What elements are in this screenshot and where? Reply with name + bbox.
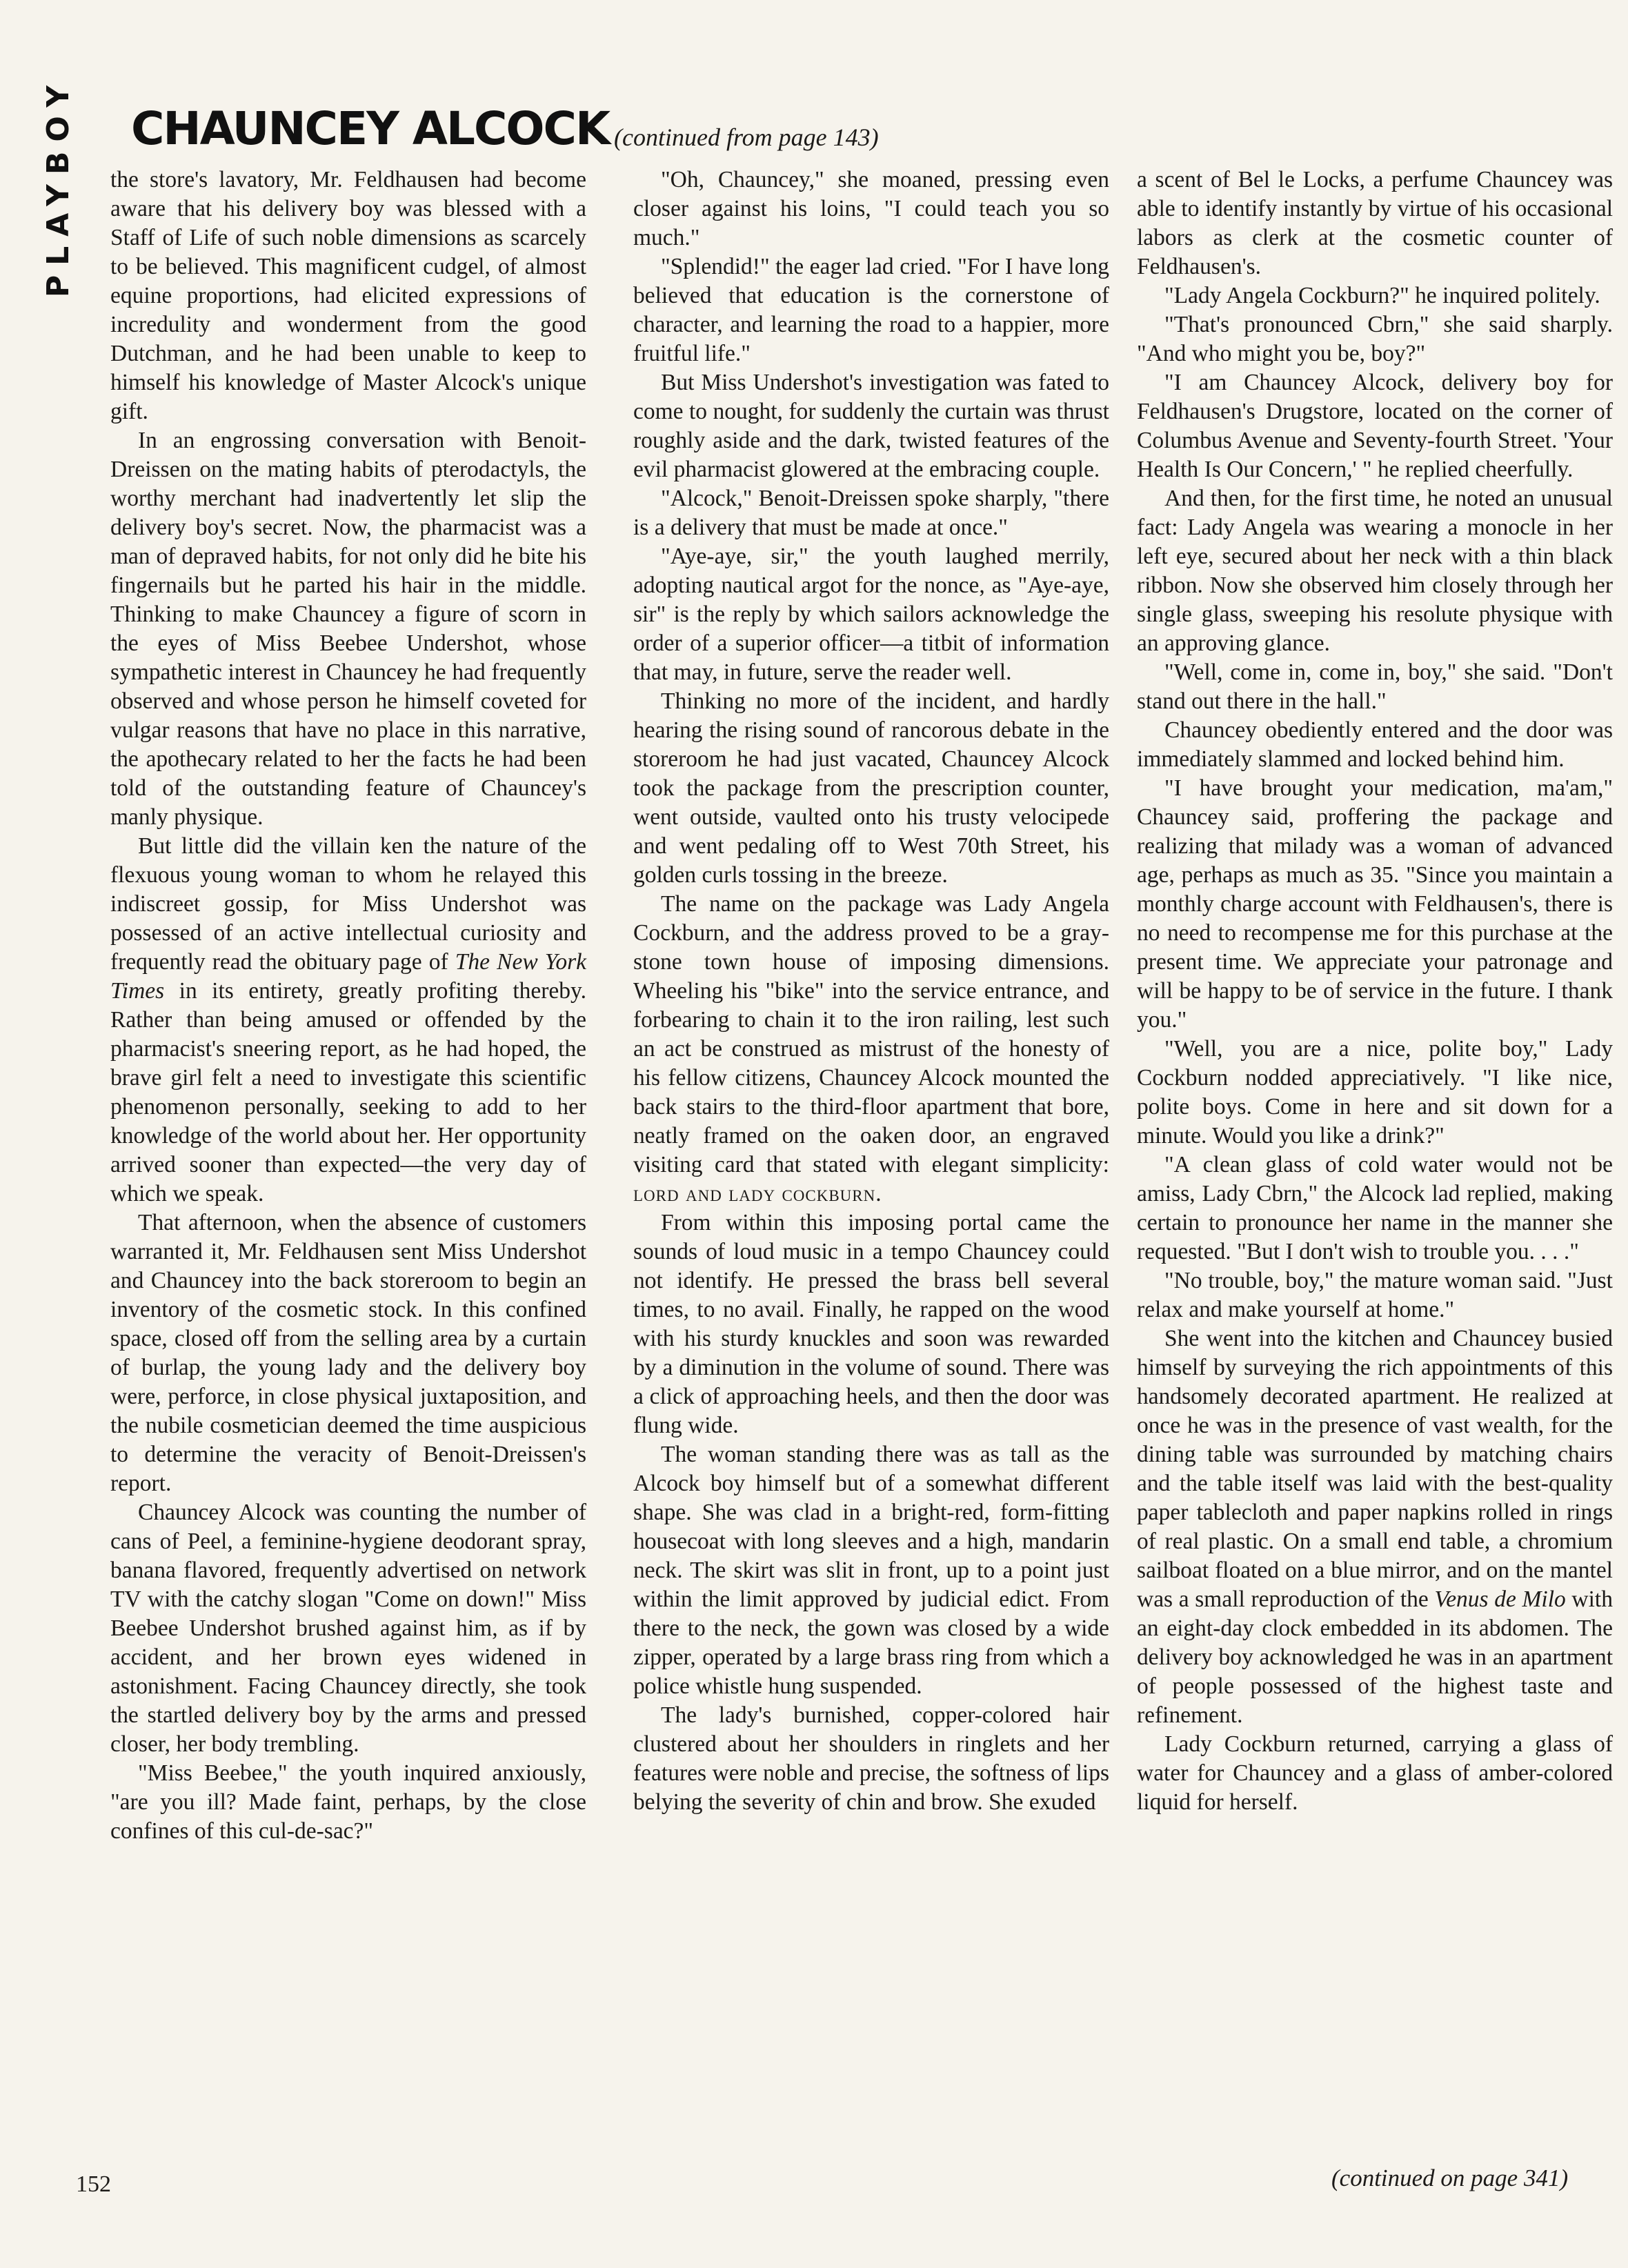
paragraph: "Well, you are a nice, polite boy," Lady Cockburn nodded appreciatively. "I like nice, polite boys. Come in here and sit down for a minute. Would you like a drink?" (1137, 1036, 1613, 1148)
paragraph: the store's lavatory, Mr. Feldhausen had become aware that his delivery boy was blessed with a Staff of Life of such noble dimensions as scarcely to be believed. This magnificent cudgel, of almost equine proportions, had elicited expressions of incredulity and wonderment from the good Dutchman, and he had been unable to keep to himself his knowledge of Master Alcock's unique gift. (110, 167, 586, 424)
paragraph: "Aye-aye, sir," the youth laughed merrily, adopting nautical argot for the nonce, as "Aye-aye, sir" is the reply by which sailors acknowledge the order of a superior officer—a titbit of information that may, in future, serve the reader well. (633, 544, 1109, 685)
visiting-card-text: lord and lady cockburn. (633, 1181, 882, 1206)
paragraph: "I have brought your medication, ma'am," Chauncey said, proffering the package and realizing that milady was a woman of advanced age, perhaps as much as 35. "Since you maintain a monthly charge account with Feldhausen's, there is no need to recompense me for this purchase at the present time. We appreciate your patronage and will be happy to be of service in the future. I thank you." (1137, 775, 1613, 1033)
paragraph: Lady Cockburn returned, carrying a glass of water for Chauncey and a glass of amber-colored liquid for herself. (1137, 1731, 1613, 1815)
article-title: CHAUNCEY ALCOCK (131, 102, 610, 155)
paragraph: That afternoon, when the absence of customers warranted it, Mr. Feldhausen sent Miss Undershot and Chauncey into the back storeroom to begin an inventory of the cosmetic stock. In this confined space, closed off from the selling area by a curtain of burlap, the young lady and the delivery boy were, perforce, in close physical juxtaposition, and the nubile cosmetician deemed the time auspicious to determine the veracity of Benoit-Dreissen's report. (110, 1210, 586, 1496)
paragraph: "A clean glass of cold water would not be amiss, Lady Cbrn," the Alcock lad replied, making certain to pronounce her name in the manner she requested. "But I don't wish to trouble you. . . ." (1137, 1152, 1613, 1264)
page-number: 152 (76, 2171, 111, 2197)
column-1 (110, 166, 586, 1846)
magazine-masthead: PLAYBOY (41, 75, 77, 297)
paragraph: Thinking no more of the incident, and hardly hearing the rising sound of rancorous debate in the storeroom he had just vacated, Chauncey Alcock took the package from the prescription counter, went outside, vaulted onto his trusty velocipede and went pedaling off to West 70th Street, his golden curls tossing in the breeze. (633, 688, 1109, 888)
paragraph: "Splendid!" the eager lad cried. "For I have long believed that education is the cornerstone of character, and learning the road to a happier, more fruitful life." (633, 254, 1109, 366)
paragraph: And then, for the first time, he noted an unusual fact: Lady Angela was wearing a monocle in her left eye, secured about her neck with a thin black ribbon. Now she observed him closely through her single glass, sweeping his resolute physique with an approving glance. (1137, 486, 1613, 656)
paragraph: "Miss Beebee," the youth inquired anxiously, "are you ill? Made faint, perhaps, by the close confines of this cul-de-sac?" (110, 1760, 586, 1844)
paragraph: a scent of Bel le Locks, a perfume Chauncey was able to identify instantly by virtue of his occasional labors as clerk at the cosmetic counter of Feldhausen's. (1137, 167, 1613, 279)
paragraph: Chauncey obediently entered and the door was immediately slammed and locked behind him. (1137, 717, 1613, 772)
paragraph: The woman standing there was as tall as the Alcock boy himself but of a somewhat different shape. She was clad in a bright-red, form-fitting housecoat with long sleeves and a high, mandarin neck. The skirt was slit in front, up to a point just within the limit approved by judicial edict. From there to the neck, the gown was closed by a wide zipper, operated by a large brass ring from which a police whistle hung suspended. (633, 1442, 1109, 1699)
paragraph: The name on the package was Lady Angela Cockburn, and the address proved to be a gray-stone town house of imposing dimensions. Wheeling his "bike" into the service entrance, and forbearing to chain it to the iron railing, lest such an act be construed as mistrust of the honesty of his fellow citizens, Chauncey Alcock mounted the back stairs to the third-floor apartment that bore, neatly framed on the oaken door, an engraved visiting card that stated with elegant simplicity: lord and lady cockburn. (633, 891, 1109, 1206)
paragraph: Chauncey Alcock was counting the number of cans of Peel, a feminine-hygiene deodorant spray, banana flavored, frequently advertised on network TV with the catchy slogan "Come on down!" Miss Beebee Undershot brushed against him, as if by accident, and her brown eyes widened in astonishment. Facing Chauncey directly, she took the startled delivery boy by the arms and pressed closer, her body trembling. (110, 1500, 586, 1757)
paragraph: The lady's burnished, copper-colored hair clustered about her shoulders in ringlets and her features were noble and precise, the softness of lips belying the severity of chin and brow. She exuded (633, 1702, 1109, 1815)
continued-on-note: (continued on page 341) (1331, 2165, 1569, 2191)
continued-from-note: (continued from page 143) (614, 123, 879, 151)
paragraph: But Miss Undershot's investigation was fated to come to nought, for suddenly the curtain was thrust roughly aside and the dark, twisted features of the evil pharmacist glowered at the embracing couple. (633, 370, 1109, 482)
paragraph: But little did the villain ken the nature of the flexuous young woman to whom he relayed this indiscreet gossip, for Miss Undershot was possessed of an active intellectual curiosity and frequently read the obituary page of The New York Times in its entirety, greatly profiting thereby. Rather than being amused or offended by the pharmacist's sneering report, as he had hoped, the brave girl felt a need to investigate this scientific phenomenon personally, seeking to add to her knowledge of the world about her. Her opportunity arrived sooner than expected—the very day of which we speak. (110, 833, 586, 1206)
paragraph: From within this imposing portal came the sounds of loud music in a tempo Chauncey could not identify. He pressed the brass bell several times, to no avail. Finally, he rapped on the wood with his sturdy knuckles and soon was rewarded by a diminution in the volume of sound. There was a click of approaching heels, and then the door was flung wide. (633, 1210, 1109, 1438)
paragraph: "Alcock," Benoit-Dreissen spoke sharply, "there is a delivery that must be made at once." (633, 486, 1109, 540)
paragraph: In an engrossing conversation with Benoit-Dreissen on the mating habits of pterodactyls, the worthy merchant had inadvertently let slip the delivery boy's secret. Now, the pharmacist was a man of depraved habits, for not only did he bite his fingernails but he parted his hair in the middle. Thinking to make Chauncey a figure of scorn in the eyes of Miss Beebee Undershot, whose sympathetic interest in Chauncey he had frequently observed and whose person he himself coveted for vulgar reasons that have no place in this narrative, the apothecary related to her the facts he had been told of the outstanding feature of Chauncey's manly physique. (110, 428, 586, 830)
paragraph: "Well, come in, come in, boy," she said. "Don't stand out there in the hall." (1137, 659, 1613, 714)
paragraph: "I am Chauncey Alcock, delivery boy for Feldhausen's Drugstore, located on the corner of Columbus Avenue and Seventy-fourth Street. 'Your Health Is Our Concern,' " he replied cheerfully. (1137, 370, 1613, 482)
paragraph: "That's pronounced Cbrn," she said sharply. "And who might you be, boy?" (1137, 312, 1613, 366)
column-2 (633, 166, 1109, 1817)
paragraph: "No trouble, boy," the mature woman said. "Just relax and make yourself at home." (1137, 1268, 1613, 1322)
paragraph: "Lady Angela Cockburn?" he inquired politely. (1164, 283, 1600, 308)
column-3 (1137, 166, 1613, 1817)
paragraph: She went into the kitchen and Chauncey busied himself by surveying the rich appointments of this handsomely decorated apartment. He realized at once he was in the presence of vast wealth, for the dining table was surrounded by matching chairs and the table itself was laid with the best-quality paper tablecloth and paper napkins rolled in rings of real plastic. On a small end table, a chromium sailboat floated on a blue mirror, and on the mantel was a small reproduction of the Venus de Milo with an eight-day clock embedded in its abdomen. The delivery boy acknowledged he was in an apartment of people possessed of the highest taste and refinement. (1137, 1326, 1613, 1728)
paragraph: "Oh, Chauncey," she moaned, pressing even closer against his loins, "I could teach you so much." (633, 167, 1109, 250)
